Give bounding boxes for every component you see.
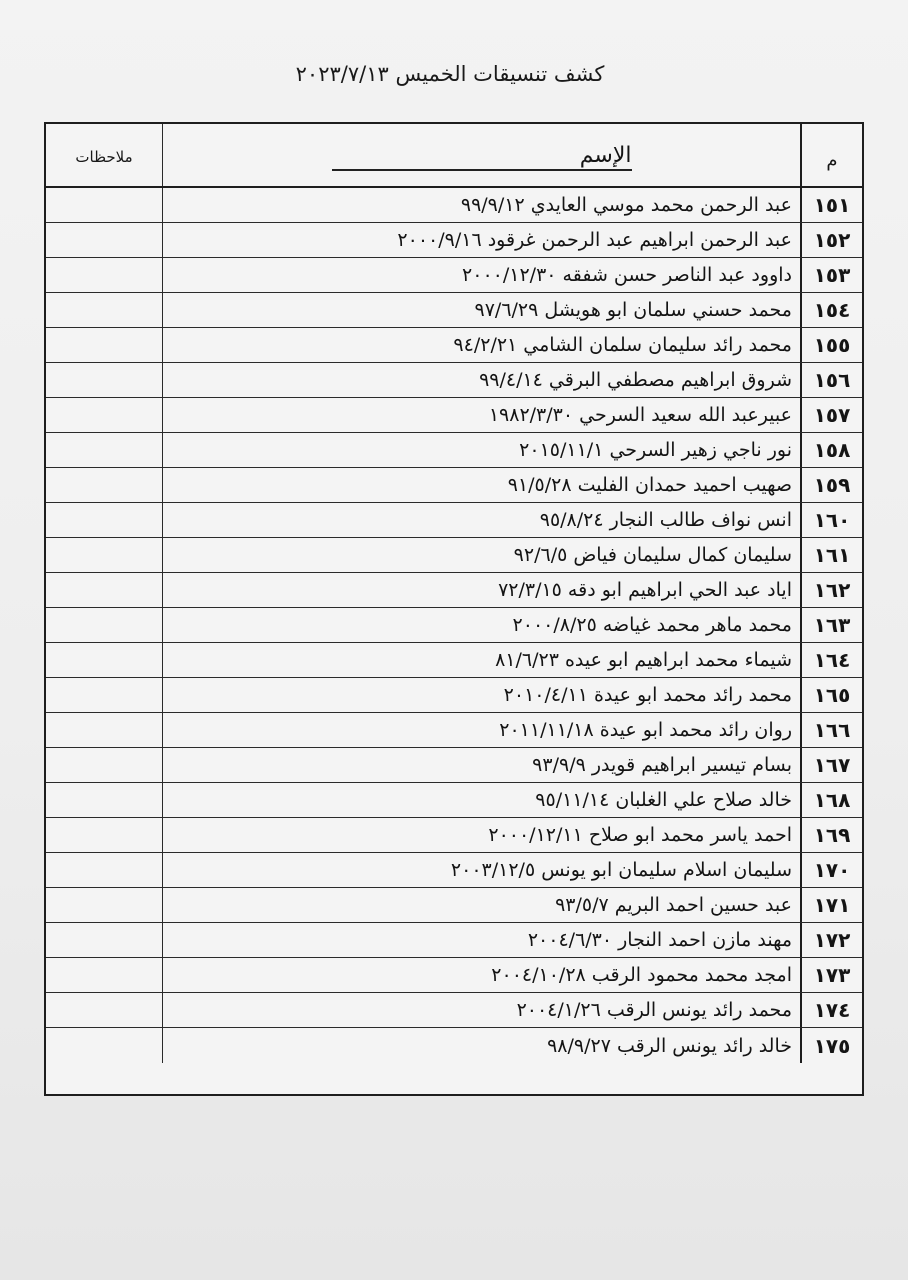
row-name: روان رائد محمد ابو عيدة ٢٠١١/١١/١٨ — [162, 713, 800, 747]
row-notes — [46, 503, 162, 537]
row-notes — [46, 1028, 162, 1063]
row-number: ١٥٦ — [800, 363, 862, 397]
row-notes — [46, 538, 162, 572]
table-row — [46, 398, 862, 433]
row-number: ١٦٨ — [800, 783, 862, 817]
row-number: ١٧٣ — [800, 958, 862, 992]
row-number: ١٥٩ — [800, 468, 862, 502]
row-name: سليمان كمال سليمان فياض ٩٢/٦/٥ — [162, 538, 800, 572]
table-row — [46, 993, 862, 1028]
row-name: سليمان اسلام سليمان ابو يونس ٢٠٠٣/١٢/٥ — [162, 853, 800, 887]
row-notes — [46, 398, 162, 432]
row-name: مهند مازن احمد النجار ٢٠٠٤/٦/٣٠ — [162, 923, 800, 957]
row-notes — [46, 643, 162, 677]
table-row — [46, 328, 862, 363]
row-number: ١٦٤ — [800, 643, 862, 677]
header-name: الإسم — [579, 143, 632, 168]
row-notes — [46, 328, 162, 362]
row-notes — [46, 188, 162, 222]
row-number: ١٧٢ — [800, 923, 862, 957]
row-number: ١٧٠ — [800, 853, 862, 887]
row-notes — [46, 993, 162, 1027]
table-row — [46, 888, 862, 923]
row-name: محمد رائد سليمان سلمان الشامي ٩٤/٢/٢١ — [162, 328, 800, 362]
header-name-underline — [332, 169, 632, 171]
table-row — [46, 1028, 862, 1063]
row-number: ١٦٩ — [800, 818, 862, 852]
row-notes — [46, 293, 162, 327]
row-notes — [46, 223, 162, 257]
table-row — [46, 468, 862, 503]
row-name: عبد الرحمن ابراهيم عبد الرحمن غرقود ٢٠٠٠/٩/١٦ — [162, 223, 800, 257]
table-row — [46, 363, 862, 398]
row-name: محمد رائد يونس الرقب ٢٠٠٤/١/٢٦ — [162, 993, 800, 1027]
row-notes — [46, 713, 162, 747]
table-row — [46, 643, 862, 678]
table-row — [46, 783, 862, 818]
row-notes — [46, 818, 162, 852]
page-title: كشف تنسيقات الخميس ٢٠٢٣/٧/١٣ — [295, 62, 605, 86]
row-notes — [46, 363, 162, 397]
row-notes — [46, 468, 162, 502]
table-row — [46, 293, 862, 328]
table-row — [46, 503, 862, 538]
row-name: محمد رائد محمد ابو عيدة ٢٠١٠/٤/١١ — [162, 678, 800, 712]
row-number: ١٦٢ — [800, 573, 862, 607]
row-name: محمد ماهر محمد غياضه ٢٠٠٠/٨/٢٥ — [162, 608, 800, 642]
row-name: انس نواف طالب النجار ٩٥/٨/٢٤ — [162, 503, 800, 537]
row-name: امجد محمد محمود الرقب ٢٠٠٤/١٠/٢٨ — [162, 958, 800, 992]
row-name: عبد الرحمن محمد موسي العايدي ٩٩/٩/١٢ — [162, 188, 800, 222]
row-name: صهيب احميد حمدان الفليت ٩١/٥/٢٨ — [162, 468, 800, 502]
row-notes — [46, 958, 162, 992]
row-notes — [46, 923, 162, 957]
table-header-row — [46, 124, 862, 188]
header-number: م — [800, 124, 862, 186]
row-number: ١٥٥ — [800, 328, 862, 362]
row-notes — [46, 678, 162, 712]
table-row — [46, 223, 862, 258]
row-number: ١٦٧ — [800, 748, 862, 782]
row-number: ١٦٦ — [800, 713, 862, 747]
row-name: شروق ابراهيم مصطفي البرقي ٩٩/٤/١٤ — [162, 363, 800, 397]
row-name: نور ناجي زهير السرحي ٢٠١٥/١١/١ — [162, 433, 800, 467]
row-notes — [46, 783, 162, 817]
row-name: شيماء محمد ابراهيم ابو عيده ٨١/٦/٢٣ — [162, 643, 800, 677]
table-row — [46, 713, 862, 748]
row-number: ١٦٠ — [800, 503, 862, 537]
row-number: ١٥٤ — [800, 293, 862, 327]
row-number: ١٥٣ — [800, 258, 862, 292]
table-row — [46, 573, 862, 608]
names-table — [44, 122, 864, 1096]
row-name: محمد حسني سلمان ابو هويشل ٩٧/٦/٢٩ — [162, 293, 800, 327]
row-number: ١٥٢ — [800, 223, 862, 257]
table-row — [46, 958, 862, 993]
row-number: ١٥٨ — [800, 433, 862, 467]
table-row — [46, 748, 862, 783]
row-number: ١٥٧ — [800, 398, 862, 432]
row-name: خالد صلاح علي الغلبان ٩٥/١١/١٤ — [162, 783, 800, 817]
row-name: عبيرعبد الله سعيد السرحي ١٩٨٢/٣/٣٠ — [162, 398, 800, 432]
table-row — [46, 608, 862, 643]
row-name: بسام تيسير ابراهيم قويدر ٩٣/٩/٩ — [162, 748, 800, 782]
row-number: ١٧١ — [800, 888, 862, 922]
row-name: داوود عبد الناصر حسن شفقه ٢٠٠٠/١٢/٣٠ — [162, 258, 800, 292]
row-notes — [46, 853, 162, 887]
row-number: ١٧٤ — [800, 993, 862, 1027]
table-row — [46, 188, 862, 223]
table-row — [46, 923, 862, 958]
table-row — [46, 538, 862, 573]
row-notes — [46, 433, 162, 467]
row-notes — [46, 573, 162, 607]
row-number: ١٥١ — [800, 188, 862, 222]
row-name: اياد عبد الحي ابراهيم ابو دقه ٧٢/٣/١٥ — [162, 573, 800, 607]
row-notes — [46, 888, 162, 922]
row-name: عبد حسين احمد البريم ٩٣/٥/٧ — [162, 888, 800, 922]
table-body — [46, 188, 862, 1063]
table-row — [46, 258, 862, 293]
row-notes — [46, 258, 162, 292]
table-row — [46, 818, 862, 853]
row-number: ١٧٥ — [800, 1028, 862, 1063]
table-row — [46, 433, 862, 468]
row-name: احمد ياسر محمد ابو صلاح ٢٠٠٠/١٢/١١ — [162, 818, 800, 852]
table-row — [46, 678, 862, 713]
table-row — [46, 853, 862, 888]
header-name-wrap — [332, 143, 632, 171]
row-number: ١٦١ — [800, 538, 862, 572]
row-notes — [46, 608, 162, 642]
header-notes: ملاحظات — [75, 148, 133, 166]
row-number: ١٦٣ — [800, 608, 862, 642]
row-number: ١٦٥ — [800, 678, 862, 712]
header-name-cell — [162, 124, 800, 186]
row-name: خالد رائد يونس الرقب ٩٨/٩/٢٧ — [162, 1028, 800, 1063]
row-notes — [46, 748, 162, 782]
